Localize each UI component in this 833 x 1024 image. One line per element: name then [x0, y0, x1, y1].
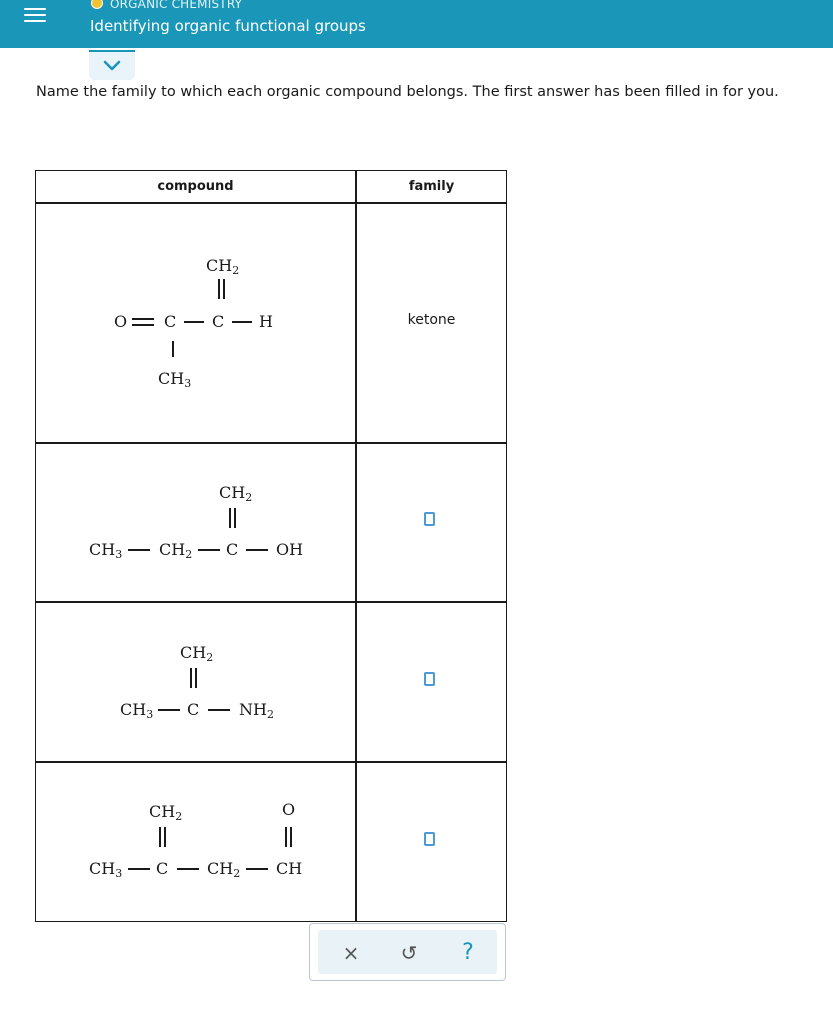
- row3-group-ch3: $CH_3$: [120, 700, 154, 721]
- row-divider: [36, 202, 506, 204]
- row2-group-ch2: $CH_2$: [159, 540, 193, 561]
- row4-atom-c: C: [156, 859, 169, 878]
- header-family: family: [408, 179, 455, 194]
- header-compound: compound: [157, 179, 234, 194]
- double-bond: [190, 668, 192, 688]
- single-bond: [184, 321, 204, 323]
- compound-family-table: [35, 170, 507, 922]
- row2-family-input[interactable]: [424, 512, 435, 526]
- single-bond: [128, 868, 150, 870]
- row1-top-group-label: CH: [206, 256, 233, 275]
- row2-group-ch3: $CH_3$: [89, 540, 123, 561]
- single-bond: [246, 549, 268, 551]
- row1-top-group: $CH_2$: [206, 256, 240, 277]
- row1-atom-c2: C: [212, 312, 225, 331]
- single-bond: [128, 549, 150, 551]
- double-bond: [234, 508, 236, 528]
- row1-atom-c1: C: [164, 312, 177, 331]
- row3-group-nh2: $NH_2$: [239, 700, 274, 721]
- hamburger-menu-icon[interactable]: [24, 4, 46, 26]
- single-bond: [198, 549, 220, 551]
- answer-action-bar: [309, 923, 506, 981]
- row4-top-right-atom: O: [282, 800, 296, 819]
- action-bar-inner: [318, 930, 497, 974]
- single-bond: [232, 321, 252, 323]
- row1-family-answer: ketone: [407, 312, 456, 328]
- undo-button[interactable]: [394, 938, 424, 968]
- row3-top-group: $CH_2$: [180, 643, 214, 664]
- collapse-toggle-button[interactable]: [89, 50, 135, 80]
- row4-top-left-group: $CH_2$: [149, 802, 183, 823]
- single-bond: [158, 709, 180, 711]
- page-title: Identifying organic functional groups: [90, 17, 366, 35]
- double-bond: [229, 508, 231, 528]
- clear-button[interactable]: [336, 938, 366, 968]
- row-divider: [36, 601, 506, 603]
- row4-group-ch3: $CH_3$: [89, 859, 123, 880]
- row2-atom-c: C: [226, 540, 239, 559]
- row-divider: [36, 442, 506, 444]
- double-bond: [223, 279, 225, 299]
- progress-dot-icon: [91, 0, 103, 9]
- top-bar: [0, 0, 833, 48]
- row3-family-input[interactable]: [424, 672, 435, 686]
- row1-bottom-group: $CH_3$: [158, 369, 192, 390]
- row4-group-ch2: $CH_2$: [207, 859, 241, 880]
- chevron-down-icon: [103, 60, 121, 72]
- double-bond: [132, 324, 154, 326]
- double-bond: [218, 279, 220, 299]
- help-button[interactable]: [453, 938, 483, 968]
- close-icon: ×: [342, 941, 360, 965]
- double-bond: [164, 827, 166, 847]
- column-divider: [355, 171, 357, 921]
- undo-icon: ↺: [400, 941, 418, 965]
- row4-family-input[interactable]: [424, 832, 435, 846]
- row2-top-group: $CH_2$: [219, 483, 253, 504]
- single-bond: [246, 868, 268, 870]
- topic-label: ORGANIC CHEMISTRY: [110, 0, 243, 11]
- single-bond: [208, 709, 230, 711]
- instruction-text: Name the family to which each organic compound belongs. The first answer has been filled in for you.: [36, 84, 779, 100]
- single-bond: [177, 868, 199, 870]
- row2-group-oh: OH: [276, 540, 304, 559]
- row-divider: [36, 761, 506, 763]
- double-bond: [290, 827, 292, 847]
- double-bond: [285, 827, 287, 847]
- single-bond: [172, 341, 174, 357]
- row1-atom-o: O: [114, 312, 128, 331]
- help-icon: ?: [462, 940, 474, 965]
- row4-group-ch: CH: [276, 859, 303, 878]
- double-bond: [195, 668, 197, 688]
- double-bond: [159, 827, 161, 847]
- row1-atom-h: H: [259, 312, 273, 331]
- double-bond: [132, 318, 154, 320]
- row3-atom-c: C: [187, 700, 200, 719]
